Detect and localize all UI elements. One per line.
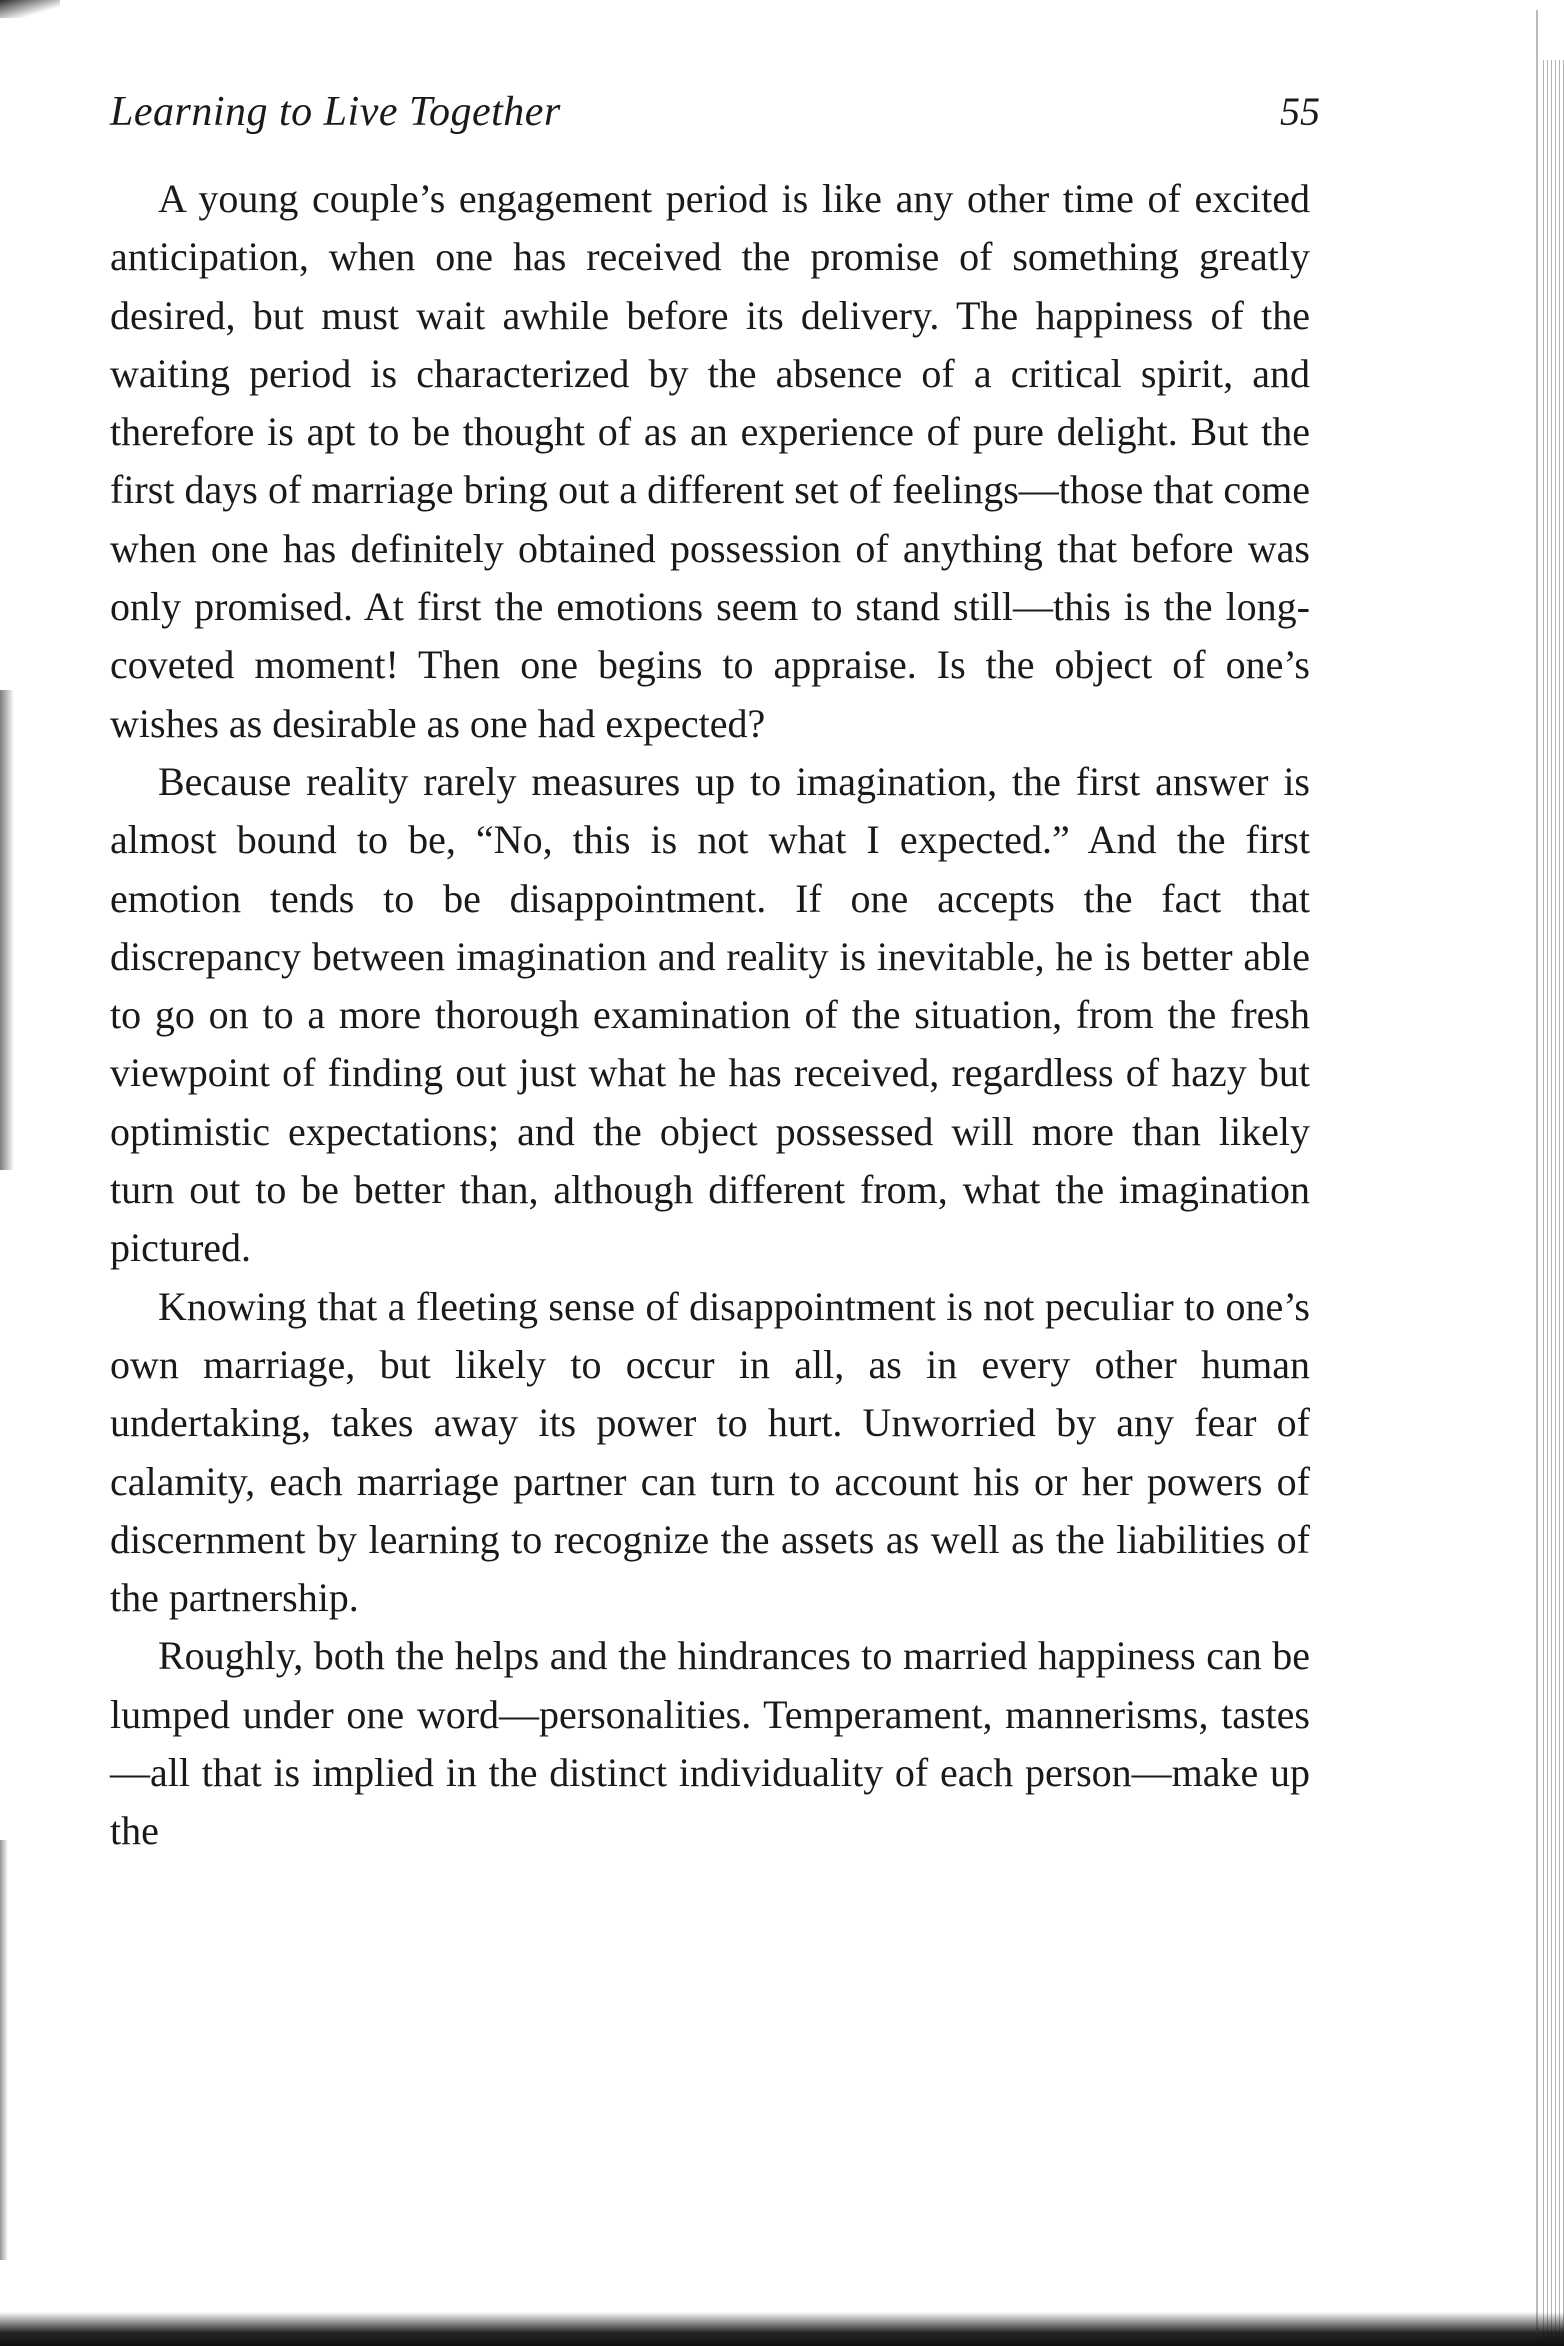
paragraph-4: Roughly, both the helps and the hindrances to married happiness can be lumped under one word—personalities. Temperament, mannerisms, tastes—all that is implied in the distinct individuality of each person—make up the xyxy=(110,1633,1310,1854)
page-number: 55 xyxy=(1280,89,1320,134)
scan-left-binding-shadow-lower xyxy=(0,1840,8,2260)
scan-corner-mark xyxy=(0,0,60,18)
scan-left-binding-shadow xyxy=(0,690,14,1170)
scan-bottom-edge xyxy=(0,2312,1564,2346)
running-head xyxy=(110,88,1320,148)
running-head-title: Learning to Live Together xyxy=(110,89,561,135)
scan-right-page-edges xyxy=(1540,60,1564,2346)
paragraph-3: Knowing that a fleeting sense of disappointment is not peculiar to one’s own marriage, but likely to occur in all, as in every other human undertaking, takes away its power to hurt. Unworried by any fear of calamity, each marriage partner can turn to account his or her powers of discernment by learning to recognize the assets as well as the liabilities of the partnership. xyxy=(110,1283,1310,1621)
scan-right-edge-line xyxy=(1536,10,1538,2330)
body-text xyxy=(110,170,1310,1861)
paragraph-2: Because reality rarely measures up to imagination, the first answer is almost bound to be, “No, this is not what I expected.” And the first emotion tends to be disappointment. If one accepts the fact that discrepancy between imagination and reality is inevitable, he is better able to go on to a more thorough examination of the situation, from the fresh viewpoint of finding out just what he has received, regardless of hazy but optimistic expectations; and the object possessed will more than likely turn out to be better than, although different from, what the imagination pictured. xyxy=(110,758,1310,1271)
paragraph-1: A young couple’s engagement period is like any other time of excited anticipation, when one has received the promise of something greatly desired, but must wait awhile before its delivery. The happiness of the waiting period is characterized by the absence of a critical spirit, and therefore is apt to be thought of as an experience of pure delight. But the first days of marriage bring out a different set of feelings—those that come when one has definitely obtained possession of anything that before was only promised. At first the emotions seem to stand still—this is the long-coveted moment! Then one begins to appraise. Is the object of one’s wishes as desirable as one had expected? xyxy=(110,176,1310,746)
